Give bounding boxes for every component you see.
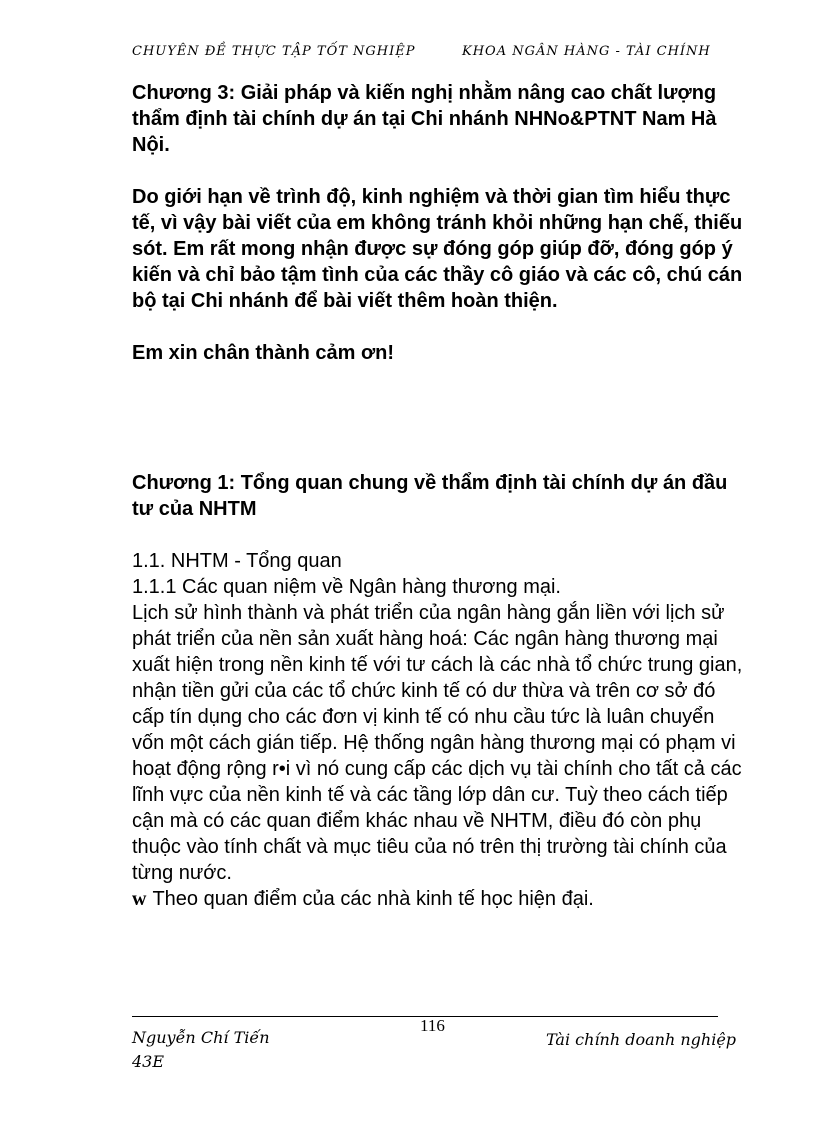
footer-author: [132, 1026, 270, 1074]
chapter-1-heading: Chương 1: Tổng quan chung về thẩm định tài chính dự án đầu tư của NHTM: [132, 472, 728, 520]
author-name: Nguyễn Chí Tiến: [132, 1028, 270, 1047]
bullet-item: [132, 886, 752, 912]
header-right: KHOA NGÂN HÀNG - TÀI CHÍNH: [462, 44, 711, 59]
section-1-1-1-heading: 1.1.1 Các quan niệm về Ngân hàng thương mại.: [132, 576, 561, 598]
page-number: 116: [420, 1016, 445, 1035]
chapter-3-heading: Chương 3: Giải pháp và kiến nghị nhằm nâng cao chất lượng thẩm định tài chính dự án tại Chi nhánh NHNo&PTNT Nam Hà Nội.: [132, 82, 717, 156]
thanks-line: Em xin chân thành cảm ơn!: [132, 342, 395, 364]
document-body: [132, 80, 752, 912]
section-1-1-heading: 1.1. NHTM - Tổng quan: [132, 550, 342, 572]
history-paragraph: Lịch sử hình thành và phát triển của ngân hàng gắn liền với lịch sử phát triển của nền sản xuất hàng hoá: Các ngân hàng thương mại xuất hiện trong nền kinh tế với tư cách là các nhà tổ chức trung gian, nhận tiền gửi của các tổ chức kinh tế có dư thừa và trên cơ sở đó cấp tín dụng cho các đơn vị kinh tế có nhu cầu tức là luân chuyển vốn một cách gián tiếp. Hệ thống ngân hàng thương mại có phạm vi hoạt động rộng r•i vì nó cung cấp các dịch vụ tài chính cho tất cả các lĩnh vực của nền kinh tế và các tầng lớp dân cư. Tuỳ theo cách tiếp cận mà có các quan điểm khác nhau về NHTM, điều đó còn phụ thuộc vào tính chất và mục tiêu của nó trên thị trường tài chính của từng nước.: [132, 602, 743, 884]
limitation-paragraph: Do giới hạn về trình độ, kinh nghiệm và thời gian tìm hiểu thực tế, vì vậy bài viết của em không tránh khỏi những hạn chế, thiếu sót. Em rất mong nhận được sự đóng góp giúp đỡ, đóng góp ý kiến và chỉ bảo tậm tình của các thầy cô giáo và các cô, chú cán bộ tại Chi nhánh để bài viết thêm hoàn thiện.: [132, 186, 743, 312]
header-left: CHUYÊN ĐỀ THỰC TẬP TỐT NGHIỆP: [132, 44, 416, 59]
bullet-marker: w: [132, 888, 147, 910]
author-class: 43E: [132, 1052, 165, 1071]
bullet-text: Theo quan điểm của các nhà kinh tế học hiện đại.: [152, 888, 594, 910]
footer-department: Tài chính doanh nghiệp: [546, 1030, 737, 1049]
